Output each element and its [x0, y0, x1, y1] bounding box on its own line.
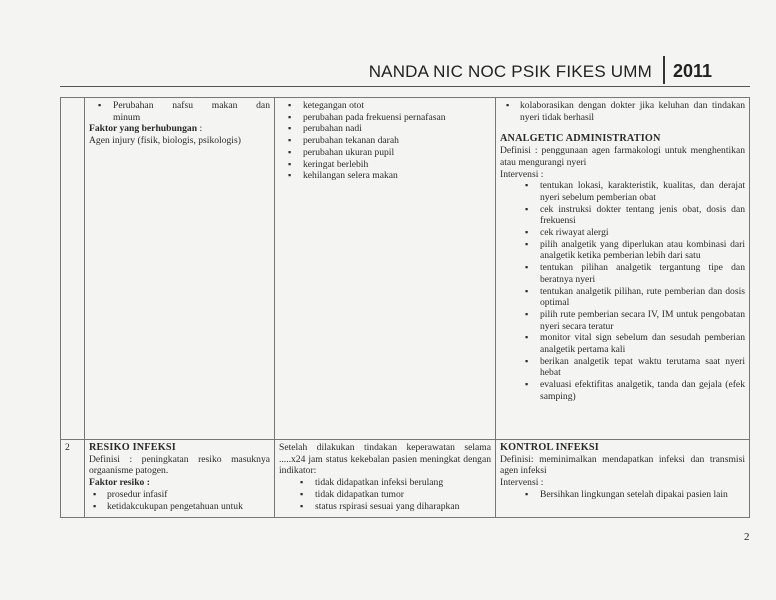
related-factors-label: Faktor yang berhubungan	[89, 123, 198, 135]
list-item: ▪ perubahan pada frekuensi pernafasan	[303, 112, 491, 124]
list-item: ▪ tentukan lokasi, karakteristik, kualitas, dan derajat nyeri sebelum pemberian obat	[540, 180, 745, 203]
risk-factors-list	[89, 489, 270, 512]
diagnosis-definition: Definisi : peningkatan resiko masuknya orgaanisme patogen.	[89, 453, 270, 477]
row-number-cell	[61, 98, 85, 440]
list-item: ▪ tidak didapatkan tumor	[315, 489, 491, 501]
nic-definition: Definisi: meminimalkan mendapatkan infeksi dan transmisi agen infeksi	[500, 453, 745, 477]
list-item: ▪ ketegangan otot	[303, 100, 491, 112]
interventions-label: Intervensi :	[500, 168, 544, 180]
noc-list	[279, 477, 491, 512]
related-factors-heading	[89, 123, 270, 135]
noc-list	[279, 100, 491, 182]
list-item: ▪ prosedur infasif	[107, 489, 270, 501]
list-item: ▪ kehilangan selera makan	[303, 170, 491, 182]
nic-cell	[496, 98, 750, 440]
list-item: ▪ perubahan nadi	[303, 123, 491, 135]
page-number: 2	[744, 531, 750, 543]
list-item: ▪ tidak didapatkan infeksi berulang	[315, 477, 491, 489]
risk-factors-label: Faktor resiko :	[89, 477, 150, 489]
diagnosis-cell	[85, 98, 275, 440]
list-item: ▪ evaluasi efektifitas analgetik, tanda dan gejala (efek samping)	[540, 379, 745, 402]
nic-cell	[496, 440, 750, 518]
table-row	[61, 98, 750, 440]
related-factors-text: Agen injury (fisik, biologis, psikologis)	[89, 135, 241, 147]
list-item: ▪ pilih rute pemberian secara IV, IM untuk pengobatan nyeri secara teratur	[540, 309, 745, 332]
list-item: ▪ monitor vital sign sebelum dan sesudah pemberian analgetik pertama kali	[540, 332, 745, 355]
nic-definition: Definisi : penggunaan agen farmakologi untuk menghentikan atau mengurangi nyeri	[500, 145, 745, 168]
noc-cell	[275, 98, 496, 440]
diagnosis-list	[89, 100, 270, 123]
table-row	[61, 440, 750, 518]
related-factors-colon: :	[197, 123, 203, 135]
page-header	[0, 52, 776, 92]
list-item: ▪ cek riwayat alergi	[540, 227, 745, 239]
header-divider	[663, 56, 665, 84]
nic-intervention-list	[500, 489, 745, 501]
list-item: ▪ status rspirasi sesuai yang diharapkan	[315, 501, 491, 513]
care-plan-table	[60, 97, 750, 518]
list-item: ▪ Bersihkan lingkungan setelah dipakai pasien lain	[540, 489, 745, 501]
list-item: ▪ pilih analgetik yang diperlukan atau kombinasi dari analgetik ketika pemberian lebih dari satu	[540, 239, 745, 262]
list-item: ▪ perubahan tekanan darah	[303, 135, 491, 147]
list-item: ▪ ketidakcukupan pengetahuan untuk	[107, 501, 270, 513]
nic-title: ANALGETIC ADMINISTRATION	[500, 133, 661, 145]
nic-top-list	[500, 100, 745, 123]
list-item: ▪ berikan analgetik tepat waktu terutama saat nyeri hebat	[540, 356, 745, 379]
list-item: ▪ tentukan pilihan analgetik tergantung tipe dan beratnya nyeri	[540, 262, 745, 285]
row-number-cell: 2	[61, 440, 85, 518]
header-rule	[60, 86, 750, 87]
diagnosis-cell	[85, 440, 275, 518]
diagnosis-title: RESIKO INFEKSI	[89, 442, 176, 453]
nic-title: KONTROL INFEKSI	[500, 442, 599, 453]
noc-cell	[275, 440, 496, 518]
nic-intervention-list	[500, 180, 745, 402]
list-item: ▪ keringat berlebih	[303, 159, 491, 171]
list-item: ▪ kolaborasikan dengan dokter jika keluhan dan tindakan nyeri tidak berhasil	[520, 100, 745, 123]
header-year: 2011	[673, 61, 713, 81]
header-title: NANDA NIC NOC PSIK FIKES UMM	[368, 62, 652, 81]
list-item: ▪ cek instruksi dokter tentang jenis obat, dosis dan frekuensi	[540, 204, 745, 227]
list-item: ▪ Perubahan nafsu makan dan minum	[113, 100, 270, 123]
noc-intro: Setelah dilakukan tindakan keperawatan selama .....x24 jam status kekebalan pasien meningkat dengan indikator:	[279, 442, 491, 477]
list-item: ▪ perubahan ukuran pupil	[303, 147, 491, 159]
list-item: ▪ tentukan analgetik pilihan, rute pemberian dan dosis optimal	[540, 286, 745, 309]
interventions-label: Intervensi :	[500, 477, 544, 489]
